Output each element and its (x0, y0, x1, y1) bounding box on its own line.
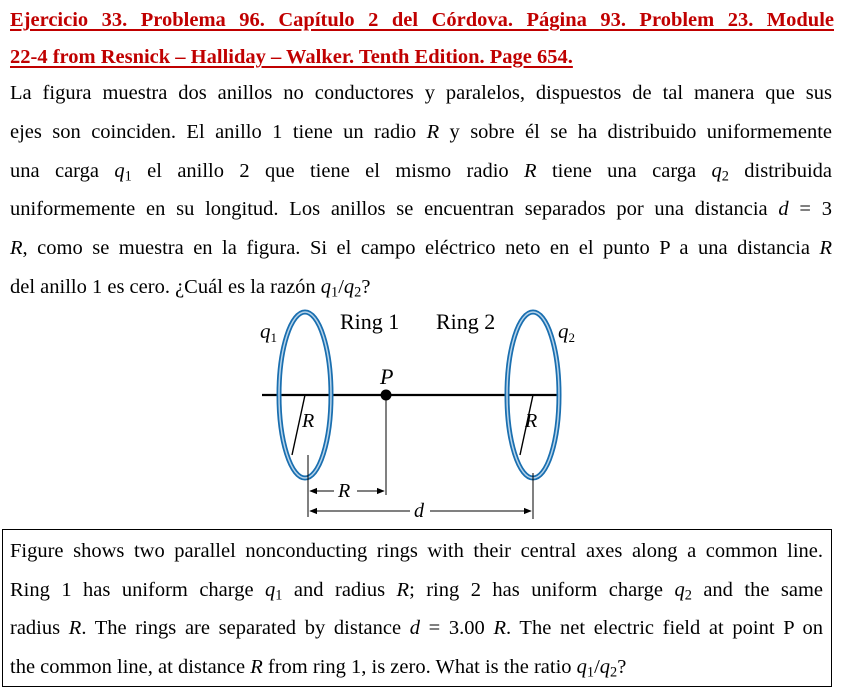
radius-label-1: R (302, 410, 315, 432)
english-line-1: Figure shows two parallel nonconducting rings with their central axes along a common line. (10, 540, 823, 562)
spanish-line-5: R, como se muestra en la figura. Si el campo eléctrico neto en el punto P a una distancia R (10, 237, 832, 260)
english-statement-box (2, 529, 832, 687)
spanish-line-3: una carga $q_1$ el anillo 2 que tiene el mismo radio R tiene una carga $q_2$ distribuida (10, 159, 832, 185)
radius-label-2: R (525, 410, 538, 432)
q1-label: q1 (260, 319, 277, 345)
spanish-line-1: La figura muestra dos anillos no conductores y paralelos, dispuestos de tal manera que sus (10, 82, 832, 104)
rings-figure (250, 305, 590, 525)
dim-r-label: R (338, 480, 351, 502)
ring1-label: Ring 1 (340, 309, 400, 334)
spanish-statement (10, 74, 832, 307)
spanish-line-4: uniformemente en su longitud. Los anillos se encuentran separados por una distancia d = 3 (10, 198, 833, 221)
ring2-label: Ring 2 (436, 309, 496, 334)
english-line-3: radius R. The rings are separated by distance d = 3.00 R. The net electric field at point P on (10, 617, 824, 639)
title-line-1: Ejercicio 33. Problema 96. Capítulo 2 del Córdova. Página 93. Problem 23. Module (10, 9, 834, 31)
point-p (381, 390, 392, 401)
title-line-2: 22-4 from Resnick – Halliday – Walker. Tenth Edition. Page 654. (10, 46, 573, 68)
p-label: P (380, 364, 394, 389)
q2-label: q2 (558, 319, 575, 345)
spanish-line-6: del anillo 1 es cero. ¿Cuál es la razón $q_1/q_2$? (10, 275, 371, 301)
spanish-line-2: ejes son coinciden. El anillo 1 tiene un radio R y sobre él se ha distribuido uniformemente (10, 120, 832, 143)
dim-d-label: d (414, 500, 424, 522)
english-line-4: the common line, at distance R from ring 1, is zero. What is the ratio $q_1/q_2$? (10, 655, 627, 681)
problem-title (10, 2, 834, 76)
english-line-2: Ring 1 has uniform charge $q_1$ and radius R; ring 2 has uniform charge $q_2$ and the same (10, 578, 824, 604)
